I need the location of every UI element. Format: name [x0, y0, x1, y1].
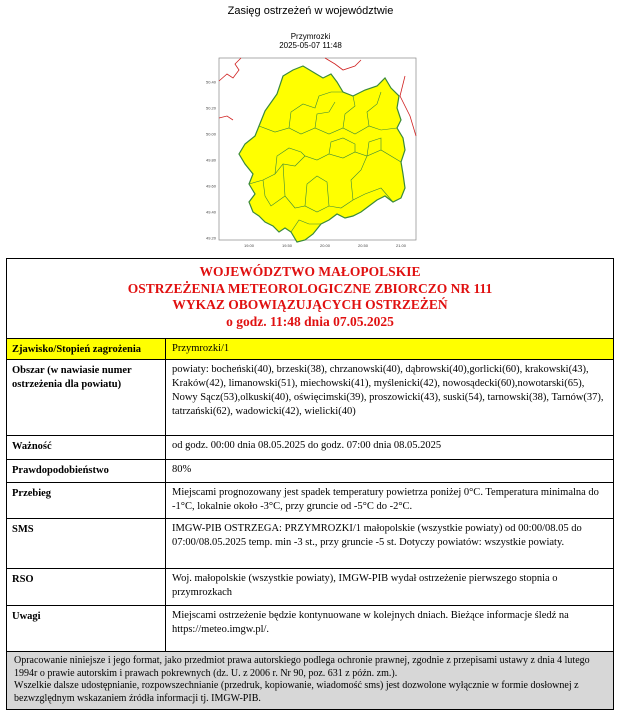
map-y-tick-label: 49.80 [206, 157, 217, 163]
warning-map [205, 56, 420, 249]
label-przebieg: Przebieg [7, 483, 166, 518]
row-prawdopodobienstwo [7, 460, 613, 483]
copyright-paragraph-2: Wszelkie dalsze udostępnianie, rozpowszechnianie (przedruk, kopiowanie, wiadomość sms) jest dozwolone wyłącznie w formie dosłownej z bezwzględnym wskazaniem źródła informacji tj. IMGW-PIB. [14, 680, 579, 704]
map-x-tick-label: 20.00 [319, 243, 331, 248]
label-obszar: Obszar (w nawiasie numer ostrzeżenia dla powiatu) [7, 360, 166, 435]
map-y-tick-label: 49.60 [206, 183, 217, 189]
map-y-ticks [206, 80, 217, 241]
row-rso [7, 569, 613, 606]
page-title: Zasięg ostrzeżeń w województwie [227, 5, 394, 17]
header-warnings-title: OSTRZEŻENIA METEOROLOGICZNE ZBIORCZO NR 111 [127, 280, 493, 296]
row-przebieg [7, 483, 613, 519]
value-przebieg: Miejscami prognozowany jest spadek temperatury powietrza poniżej 0°C. Temperatura minimalna do -1°C, lokalnie około -3°C, przy gruncie od -5°C do -2°C. [172, 487, 599, 512]
map-svg [205, 56, 420, 249]
map-x-ticks [244, 243, 407, 248]
map-y-tick-label: 50.40 [206, 79, 217, 85]
map-y-tick-label: 49.40 [206, 209, 217, 215]
row-sms [7, 519, 613, 569]
row-waznosc [7, 436, 613, 460]
header-region: WOJEWÓDZTWO MAŁOPOLSKIE [199, 264, 421, 279]
row-uwagi [7, 606, 613, 652]
label-waznosc: Ważność [7, 436, 166, 459]
map-y-tick-label: 50.20 [206, 105, 217, 111]
row-zjawisko [7, 339, 613, 360]
copyright-paragraph-1: Opracowanie niniejsze i jego format, jako przedmiot prawa autorskiego podlega ochronie prawnej, zgodnie z przepisami ustawy z dnia 4 lutego 1994r o prawie autorskim i prawach pokrewnych (dz. U. z 2006 r. Nr 90, poz. 631 z późn. zm.). [14, 655, 590, 679]
value-prawdopodobienstwo: 80% [172, 464, 192, 475]
value-zjawisko: Przymrozki/1 [172, 343, 230, 354]
map-phenomenon: Przymrozki [290, 32, 331, 41]
value-rso: Woj. małopolskie (wszystkie powiaty), IMGW-PIB wydał ostrzeżenie pierwszego stopnia o przymrozkach [172, 573, 558, 598]
map-y-tick-label: 49.20 [206, 235, 217, 241]
map-x-tick-label: 19.50 [281, 243, 293, 248]
value-waznosc: od godz. 00:00 dnia 08.05.2025 do godz. 07:00 dnia 08.05.2025 [172, 440, 442, 451]
label-prawdopodobienstwo: Prawdopodobieństwo [7, 460, 166, 482]
value-sms: IMGW-PIB OSTRZEGA: PRZYMROZKI/1 małopolskie (wszystkie powiaty) od 00:00/08.05 do 07:00/08.05.2025 temp. min -3 st., przy gruncie -5 st. Dotyczy powiatów: wszystkie powiaty. [172, 523, 582, 548]
label-rso: RSO [7, 569, 166, 605]
map-x-tick-label: 20.50 [357, 243, 369, 248]
label-zjawisko: Zjawisko/Stopień zagrożenia [7, 339, 166, 359]
label-uwagi: Uwagi [7, 606, 166, 651]
map-x-tick-label: 21.00 [395, 243, 407, 248]
header-timestamp: o godz. 11:48 dnia 07.05.2025 [226, 313, 394, 329]
label-sms: SMS [7, 519, 166, 568]
map-caption [0, 32, 621, 50]
row-obszar [7, 360, 613, 436]
map-x-tick-label: 19.00 [243, 243, 255, 248]
map-y-tick-label: 50.00 [206, 131, 217, 137]
value-uwagi: Miejscami ostrzeżenie będzie kontynuowane w kolejnych dniach. Bieżące informacje śledź na https://meteo.imgw.pl/. [172, 610, 569, 635]
map-datetime: 2025-05-07 11:48 [279, 41, 342, 50]
header-list-title: WYKAZ OBOWIĄZUJĄCYCH OSTRZEŻEŃ [172, 297, 448, 312]
value-obszar: powiaty: bocheński(40), brzeski(38), chrzanowski(40), dąbrowski(40),gorlicki(60), krakowski(43), Kraków(42), limanowski(51), miechowski(41), myślenicki(42), nowosądecki(60),nowotarski(65), Nowy Sącz(53),olkuski(40), oświęcimski(39), proszowicki(43), suski(54), tarnowski(38), Tarnów(37), tatrzański(62), wadowicki(42), wielicki(40) [172, 364, 604, 417]
document-header [7, 259, 613, 339]
warning-document [6, 258, 614, 710]
copyright-footer [7, 652, 613, 709]
